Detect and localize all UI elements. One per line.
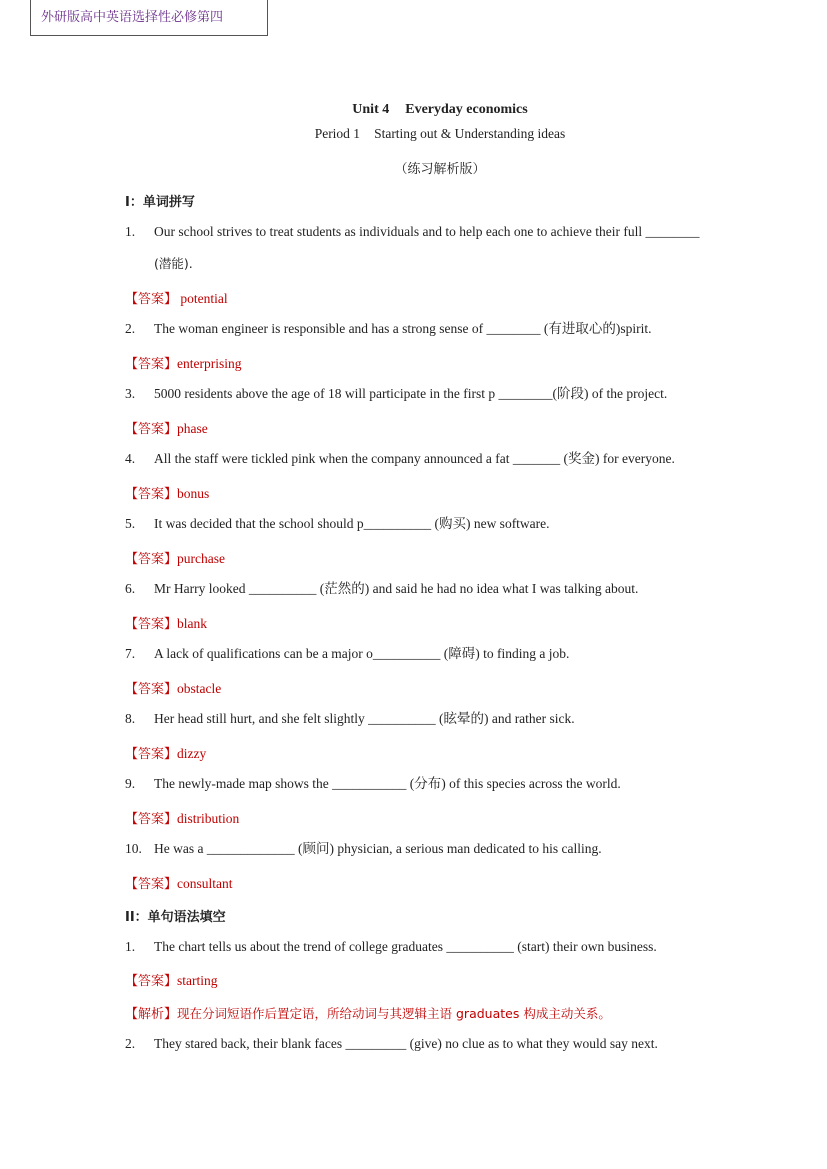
unit-number: Unit 4 — [352, 102, 390, 117]
question-text: 5000 residents above the age of 18 will participate in the first p ________(阶段) of the project. — [154, 386, 668, 401]
question-text: It was decided that the school should p__________ (购买) new software. — [154, 516, 550, 531]
answer-text: blank — [177, 616, 208, 631]
question-item — [125, 573, 765, 605]
answer-line — [125, 548, 225, 567]
answer-line — [125, 970, 218, 989]
question-number: 2. — [125, 1036, 136, 1051]
answer-text: potential — [177, 291, 228, 306]
period-subtitle — [0, 126, 827, 142]
question-number: 9. — [125, 776, 136, 791]
answer-text: consultant — [177, 876, 233, 891]
answer-label: 【答案】 — [125, 747, 178, 762]
answer-text: enterprising — [177, 356, 242, 371]
question-text: Our school strives to treat students as individuals and to help each one to achieve their full ________ — [154, 224, 700, 239]
answer-text: phase — [177, 421, 208, 436]
question-text: The woman engineer is responsible and has a strong sense of ________ (有进取心的)spirit. — [154, 321, 652, 336]
answer-line — [125, 418, 208, 437]
question-number: 10. — [125, 841, 142, 856]
section-heading-spelling: I：单词拼写 — [125, 195, 195, 210]
unit-name: Everyday economics — [405, 102, 528, 117]
section-heading-grammar: II：单句语法填空 — [125, 910, 226, 925]
answer-label: 【答案】 — [125, 487, 178, 502]
question-number: 7. — [125, 646, 136, 661]
unit-title — [0, 102, 827, 118]
answer-line — [125, 353, 242, 372]
question-number: 1. — [125, 224, 136, 239]
answer-line — [125, 873, 233, 892]
question-text: The chart tells us about the trend of college graduates __________ (start) their own business. — [154, 939, 657, 954]
answer-text: dizzy — [177, 746, 207, 761]
question-item — [125, 931, 765, 963]
answer-line — [125, 808, 239, 827]
question-item — [125, 833, 765, 865]
question-item — [125, 313, 765, 345]
question-text: Her head still hurt, and she felt slightly __________ (眩晕的) and rather sick. — [154, 711, 575, 726]
question-item — [125, 378, 765, 410]
question-text: Mr Harry looked __________ (茫然的) and said he had no idea what I was talking about. — [154, 581, 639, 596]
question-item — [125, 638, 765, 670]
answer-label: 【答案】 — [125, 552, 178, 567]
analysis-label: 【解析】 — [125, 1007, 178, 1022]
answer-line — [125, 613, 207, 632]
answer-label: 【答案】 — [125, 877, 178, 892]
question-number: 1. — [125, 939, 136, 954]
question-number: 3. — [125, 386, 136, 401]
answer-text: obstacle — [177, 681, 222, 696]
question-number: 4. — [125, 451, 136, 466]
answer-label: 【答案】 — [125, 682, 178, 697]
answer-line — [125, 743, 206, 762]
question-text: The newly-made map shows the ___________ (分布) of this species across the world. — [154, 776, 621, 791]
question-number: 2. — [125, 321, 136, 336]
question-item — [125, 508, 765, 540]
answer-text: starting — [177, 973, 218, 988]
question-item — [125, 1028, 765, 1060]
answer-text: bonus — [177, 486, 210, 501]
question-text-continued: (潜能). — [154, 256, 193, 271]
question-text: He was a _____________ (顾问) physician, a serious man dedicated to his calling. — [154, 841, 602, 856]
answer-label: 【答案】 — [125, 617, 178, 632]
question-text: A lack of qualifications can be a major o__________ (障碍) to finding a job. — [154, 646, 570, 661]
answer-label: 【答案】 — [125, 974, 178, 989]
question-item — [125, 443, 765, 475]
period-topic: Starting out & Understanding ideas — [374, 126, 566, 141]
analysis-line — [125, 1003, 611, 1022]
answer-label: 【答案】 — [125, 422, 178, 437]
question-number: 8. — [125, 711, 136, 726]
question-item — [125, 703, 765, 735]
answer-line — [125, 678, 221, 697]
answer-text: distribution — [177, 811, 240, 826]
question-item — [125, 216, 765, 280]
answer-line — [125, 483, 209, 502]
analysis-text: 现在分词短语作后置定语，所给动词与其逻辑主语 graduates 构成主动关系。 — [177, 1006, 611, 1021]
answer-label: 【答案】 — [125, 292, 178, 307]
version-label: （练习解析版） — [394, 162, 486, 177]
period-number: Period 1 — [314, 126, 361, 141]
answer-label: 【答案】 — [125, 357, 178, 372]
question-item — [125, 768, 765, 800]
question-text: They stared back, their blank faces _________ (give) no clue as to what they would say next. — [154, 1036, 658, 1051]
answer-text: purchase — [177, 551, 225, 566]
answer-label: 【答案】 — [125, 812, 178, 827]
question-text: All the staff were tickled pink when the company announced a fat _______ (奖金) for everyone. — [154, 451, 675, 466]
question-number: 5. — [125, 516, 136, 531]
question-number: 6. — [125, 581, 136, 596]
header-tag: 外研版高中英语选择性必修第四 — [30, 0, 268, 36]
answer-line — [125, 288, 228, 307]
